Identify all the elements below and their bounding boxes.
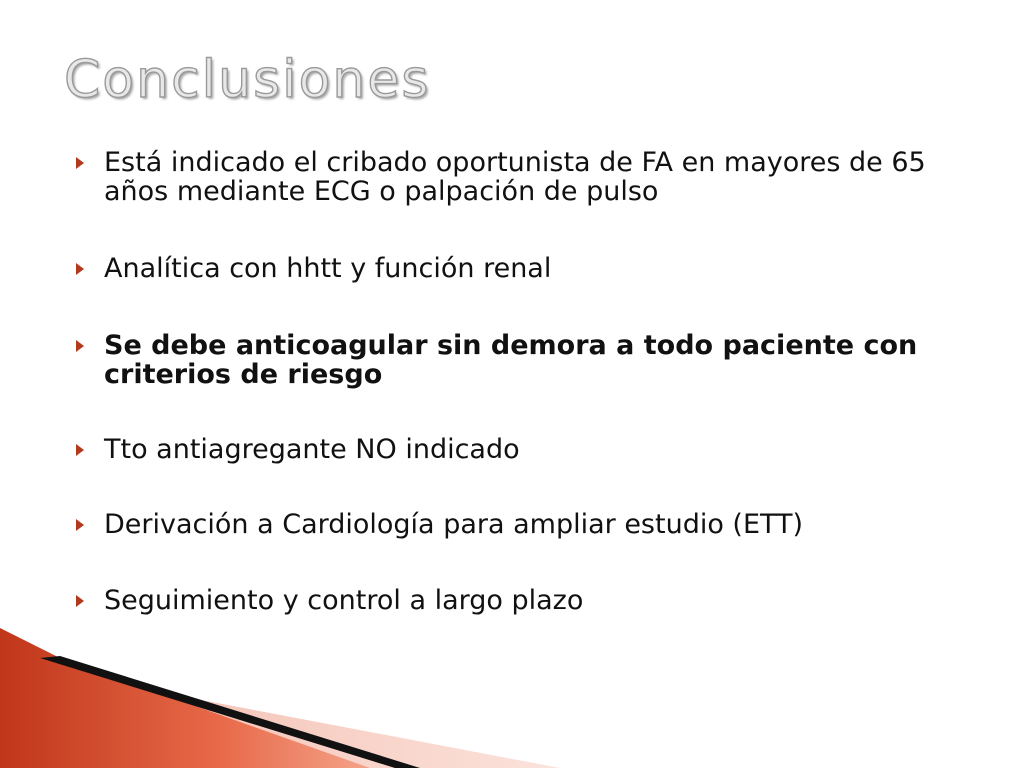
triangle-right-icon [76,519,84,531]
bullet-item [76,254,976,283]
triangle-right-icon [76,444,84,456]
triangle-right-icon [76,340,84,352]
bullet-text: Se debe anticoagular sin demora a todo paciente con criterios de riesgo [104,330,918,390]
bullet-text: Está indicado el cribado oportunista de FA en mayores de 65 años mediante ECG o palpación de pulso [104,147,926,207]
bullet-item [76,586,976,615]
bullet-text: Tto antiagregante NO indicado [104,434,520,465]
bullet-item [76,148,976,206]
bullet-item [76,435,976,464]
triangle-right-icon [76,595,84,607]
bullet-list [76,148,976,615]
bullet-text: Seguimiento y control a largo plazo [104,585,584,616]
triangle-right-icon [76,263,84,275]
slide-title: Conclusiones [64,50,431,110]
bullet-text: Analítica con hhtt y función renal [104,253,552,284]
triangle-right-icon [76,157,84,169]
bullet-item [76,510,976,539]
decorative-swoosh [0,628,1024,768]
bullet-text: Derivación a Cardiología para ampliar estudio (ETT) [104,509,804,540]
bullet-item-emphasis [76,331,976,389]
